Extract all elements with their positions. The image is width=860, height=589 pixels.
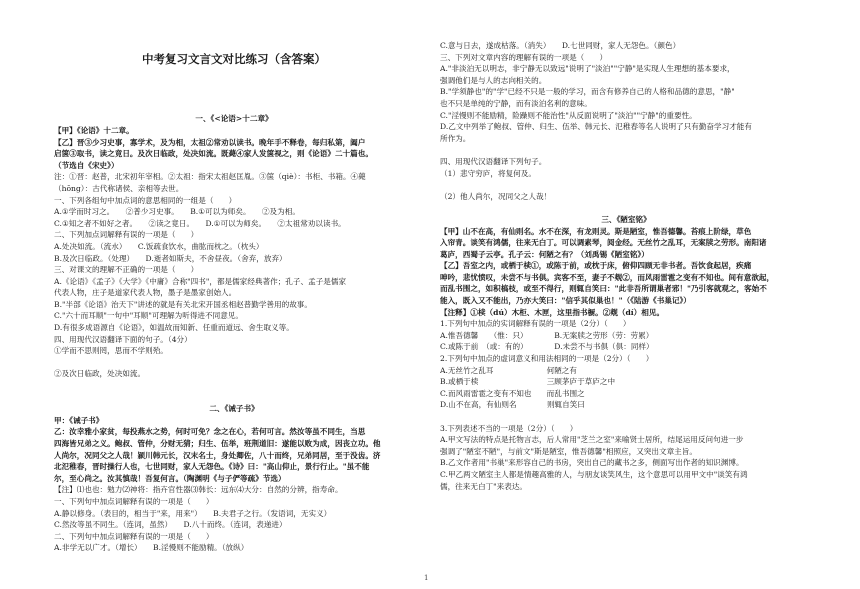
text-line: 而乱书围之，如积槁枝，或至不得行，则辄自笑曰："此非吾所谓巢者邪！"乃引客就观之，客始不	[440, 284, 767, 294]
text-line: A.无丝竹之乱耳 何陋之有	[440, 365, 577, 375]
text-line: B.乙文作者用"书巢"来形容自己的书房，突出自己的藏书之多，侧面写出作者的知识渊博。	[440, 458, 744, 468]
text-line	[54, 79, 414, 91]
text-line: 2.下列句中加点的虚词意义和用法相同的一项是（2分）（ ）	[440, 354, 654, 364]
text-line: 所作为。	[440, 133, 471, 143]
text-line: （hōng）：古代称诸侯、亲相等去世。	[54, 183, 184, 193]
text-line: B.及次日临政。（处理） D.逝者如斯夫，不舍昼夜。（舍弃，放弃）	[54, 253, 287, 263]
text-line: D.有很多成语源自《论语》，如温故而知新、任重而道远、舍生取义等。	[54, 323, 294, 333]
text-line: 乙：汝幸雅小家贫，每投燕水之势，何时可免？念之在心，若何可言。然汝等虽不同生，当思	[54, 427, 366, 437]
text-line: ①学而不思则罔，思而不学则殆。	[54, 346, 168, 356]
text-line: A.非学无以广才。（增长） B.淫慢则不能励精。（放纵）	[54, 543, 249, 553]
text-line: 一、《<论语>十二章》	[195, 114, 273, 124]
text-line: A.《论语》《孟子》《大学》《中庸》合称"四书"，都是儒家经典著作；孔子、孟子是儒家	[54, 276, 347, 286]
text-line: 二、《诫子书》	[209, 404, 259, 414]
text-line: 入帘青。谈笑有鸿儒，往来无白丁。可以调素琴，阅金经。无丝竹之乱耳，无案牍之劳形。南阳诸	[440, 238, 767, 248]
text-line: A.处决如流。（流水） C.饭疏食饮水，曲肱而枕之。（枕头）	[54, 241, 264, 251]
text-line: 四海皆兄弟之义。鲍叔、管仲，分财无猜；归生、伍举，班荆道旧：遂能以败为成，因丧立功。他	[54, 439, 381, 448]
text-line: 葛庐，西蜀子云亭。孔子云：何陋之有？（刘禹锡《陋室铭》）	[440, 249, 649, 259]
text-line: （1）悲守穷庐，将复何及。	[440, 168, 536, 178]
text-line: 一、下列各组句中加点词的意思相同的一组是（ ）	[54, 195, 237, 205]
text-line: 一、下列句中加点词解释有误的一项是（ ）	[54, 496, 214, 506]
right-column-lines	[440, 40, 812, 492]
text-line	[54, 102, 414, 114]
text-line: 强调他们是与人的志向相关的。	[440, 75, 547, 85]
text-line	[440, 179, 812, 191]
text-line: 【甲】山不在高，有仙则名。水不在深，有龙则灵。斯是陋室，惟吾德馨。苔痕上阶绿，草色	[440, 226, 752, 236]
text-line: 呻吟，悲忧愤叹，未尝不与书俱。宾客不至，妻子不觌②，而风雨雷雹之变有不知也。间有意欲起，	[440, 272, 775, 282]
text-line	[54, 357, 414, 369]
left-column-lines	[54, 67, 414, 554]
page-number: 1	[424, 574, 429, 582]
text-line	[54, 90, 414, 102]
text-line: C."六十而耳顺"一句中"耳顺"可理解为听得进不同意见。	[54, 311, 243, 321]
text-line: C.然汝等虽不同生。（连词，虽然） D.八十而终。（连词，表递进）	[54, 520, 287, 530]
text-line: 二、下列加点词解释有误的一项是（ ）	[54, 230, 199, 240]
text-line: A.静以修身。（表目的，相当于"来，用来"） B.夫君子之行。（发语词，无实义）	[54, 508, 332, 518]
text-line: B."半部《论语》治天下"讲述的就是有关北宋开国丞相赵普勤学善用的故事。	[54, 299, 312, 309]
text-line	[440, 202, 812, 214]
text-line: 【注释】①椟（dú）木柜、木匣，这里指书橱。②觌（dí）相见。	[440, 307, 665, 317]
left-column	[54, 0, 414, 554]
text-line: 【注】⑴也也：勉力⑵神将：指卉官性器⑶韩长：远东⑷大分：自然的分辨，指寿命。	[54, 485, 343, 495]
text-line: 尔，至心尚之。汝其慎哉！吾复何言。（陶渊明《与子俨等疏》节选）	[54, 473, 286, 483]
text-line	[54, 392, 414, 404]
text-line: 启箧③取书，读之竟日。及次日临政，处决如流。既薨④家人发箧视之，则《论语》二十篇也。	[54, 149, 373, 159]
text-line: B."学须静也"的"学"已经不只是一般的学习，而含有修养自己的人格和品德的意思，"静"	[440, 87, 735, 97]
text-line: C.甲乙两文陋室主人都是情趣高雅的人，与朋友谈笑风生，这个意思可以用甲文中"谈笑有鸿	[440, 469, 748, 479]
text-line: 注：①晋：赵普，北宋初年宰相。②太祖：指宋太祖赵匡胤。③箧（qiè）：书柜、书箱。④薨	[54, 172, 366, 182]
document-title: 中考复习文言文对比练习（含答案）	[142, 52, 326, 66]
text-line: C.①知之者不如好之者。 ②读之竟日。 D.①可以为师矣。 ②太祖常劝以读书。	[54, 218, 346, 228]
text-line: 强调了"陋室不陋"，与前文"斯是陋室，惟吾德馨"相照应，又突出文章主旨。	[440, 446, 697, 456]
text-line: ②及次日临政，处决如流。	[54, 369, 146, 379]
text-line: C."淫慢则不能励精，险躁则不能治性"从反面说明了"淡泊""宁静"的重要性。	[440, 110, 697, 120]
text-line: D.山不在高，有仙则名 则辄自笑曰	[440, 400, 585, 410]
text-line: 四、用现代汉语翻译下列句子。	[440, 156, 547, 166]
text-line: 3.下列表述不当的一项是（2分）（ ）	[440, 423, 578, 433]
text-line: D.乙文中列举了鲍叔、管仲、归生、伍举、韩元长、氾稚春等名人说明了只有勤奋学习才能有	[440, 122, 752, 132]
text-line: 1.下列句中加点的实词解释有误的一项是（2分）（ ）	[440, 319, 631, 329]
text-line: 【乙】吾室之内，或栖于椟①，或陈于前，或枕于床，俯仰四顾无非书者。吾饮食起居，疾痛	[440, 261, 752, 271]
text-line	[54, 67, 414, 79]
text-line: 二、下列句中加点词解释有误的一项是（ ）	[54, 531, 214, 541]
text-line: 代表人物，庄子是道家代表人物，墨子是墨家创始人。	[54, 288, 237, 298]
text-line: A."非淡泊无以明志，非宁静无以致远"说明了"淡泊""宁静"是实现人生理想的基本要求，	[440, 64, 735, 74]
text-line: A.①学而时习之。 ②普少习史事。 B.①可以为师矣。 ②及为相。	[54, 207, 300, 217]
text-line: 人尚尔，况同父之人哉！颍川韩元长，汉末名士，身处卿佐，八十而终，兄弟同居，至于没齿。济	[54, 450, 381, 460]
text-line	[440, 144, 812, 156]
text-line: A.惟吾德馨 （惟：只） B.无案牍之劳形（劳：劳累）	[440, 330, 654, 340]
text-line: C.或陈于前 （或：有的） D.未尝不与书俱（俱：同样）	[440, 342, 654, 352]
text-line: 【乙】晋③少习史事，寡学术，及为相，太祖②常劝以读书。晚年手不释卷，每归私第，阖户	[54, 137, 366, 147]
text-line	[440, 411, 812, 423]
text-line: （节选自《宋史》）	[54, 160, 119, 170]
text-line: 四、用现代汉语翻译下面的句子。（4分）	[54, 334, 192, 344]
text-line: 北氾稚春，晋时操行人也，七世同财，家人无怨色。《诗》曰："高山仰止，景行行止。"虽不能	[54, 462, 370, 472]
right-column	[440, 40, 812, 492]
text-line: C.而风雨雷雹之变有不知也 而乱书围之	[440, 388, 585, 398]
text-line	[54, 380, 414, 392]
text-line: 三、对课文的理解不正确的一项是（ ）	[54, 265, 199, 275]
text-line: A.甲文写法的特点是托物言志，后人常用"芝兰之室"来喻贤士居所，结尾运用反问句进一步	[440, 435, 744, 445]
text-line: C.意与日去，遂成枯落。（消失） D.七世同财，家人无怨色。（颜色）	[440, 41, 681, 50]
text-line: 能入，既入又不能出，乃亦大笑曰："信乎其似巢也！"（《陆游《书巢记》）	[440, 296, 691, 306]
text-line: B.或栖于椟 三顾茅庐于草庐之中	[440, 377, 616, 387]
text-line: 【甲】《论语》十二章。	[54, 125, 134, 135]
text-line: 三、《陋室铭》	[601, 214, 651, 224]
text-line: 儒，往来无白丁"来表达。	[440, 481, 528, 491]
text-line: 三、下列对文章内容的理解有误的一项是（ ）	[440, 52, 608, 62]
text-line: （2）他人尚尔，况同父之人哉！	[440, 191, 552, 201]
text-line: 也不只是单纯的宁静，而有淡泊名利的意味。	[440, 98, 592, 108]
text-line: 甲：《诫子书》	[54, 415, 104, 425]
